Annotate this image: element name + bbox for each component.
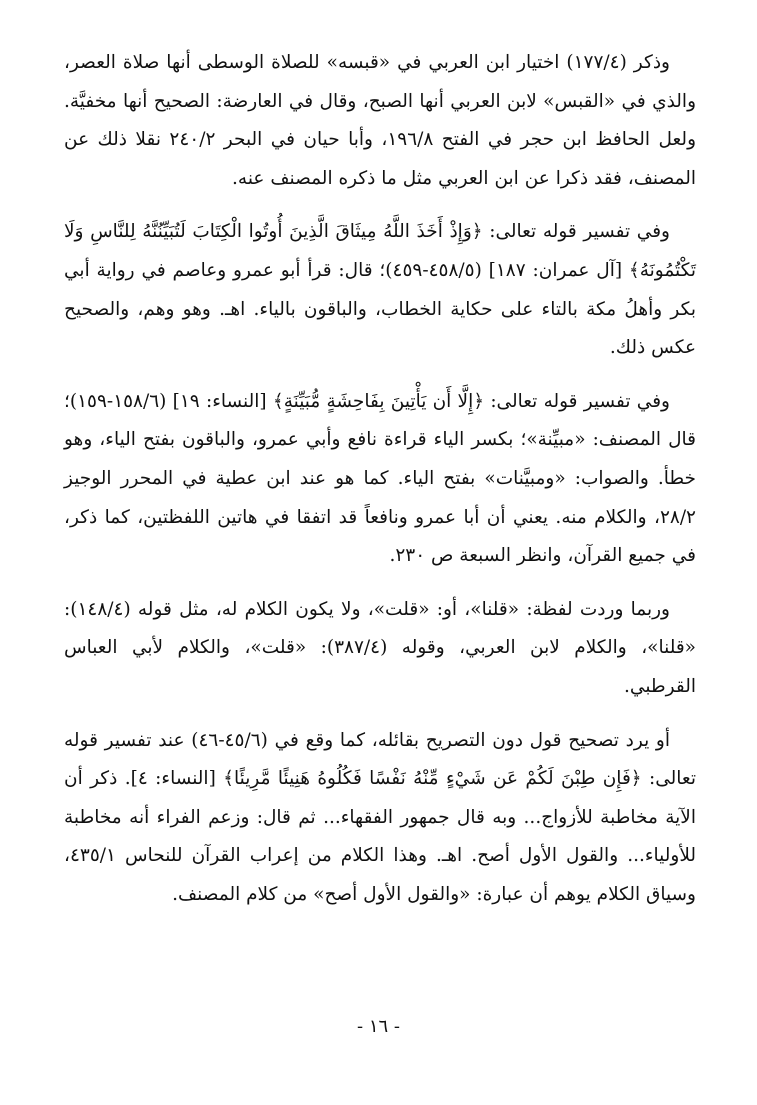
page-body — [64, 44, 696, 914]
paragraph-5: أو يرد تصحيح قول دون التصريح بقائله، كما وقع في (٤٥/٦-٤٦) عند تفسير قوله تعالى: ﴿فَإِن طِبْنَ لَكُمْ عَن شَيْءٍ مِّنْهُ نَفْسًا فَكُلُوهُ هَنِيئًا مَّرِيئًا﴾ [النساء: ٤]. ذكر أن الآية مخاطبة للأزواج... وبه قال جمهور الفقهاء... ثم قال: وزعم الفراء أنه مخاطبة للأولياء... والقول الأول أصح. اهـ. وهذا الكلام من إعراب القرآن للنحاس ٤٣٥/١، وسياق الكلام يوهم أن عبارة: «والقول الأول أصح» من كلام المصنف. — [64, 729, 696, 905]
paragraph-3: وفي تفسير قوله تعالى: ﴿إِلَّا أَن يَأْتِينَ بِفَاحِشَةٍ مُّبَيِّنَةٍ﴾ [النساء: ١٩] (١٥٨/٦-١٥٩)؛ قال المصنف: «مبيِّنة»؛ بكسر الياء قراءة نافع وأبي عمرو، والباقون بفتح الياء، وهو خطأ. والصواب: «ومبيَّنات» بفتح الياء. كما هو عند ابن عطية في المحرر الوجيز ٢٨/٢، والكلام منه. يعني أن أبا عمرو ونافعاً قد اتفقا في هاتين اللفظتين، كما ذكر، في جميع القرآن، وانظر السبعة ص ٢٣٠. — [64, 390, 696, 567]
paragraph-4: وربما وردت لفظة: «قلنا»، أو: «قلت»، ولا يكون الكلام له، مثل قوله (١٤٨/٤): «قلنا»، والكلام لابن العربي، وقوله (٣٨٧/٤): «قلت»، والكلام لأبي العباس القرطبي. — [64, 598, 696, 697]
paragraph-1: وذكر (١٧٧/٤) اختيار ابن العربي في «قبسه» للصلاة الوسطى أنها صلاة العصر، والذي في «القبس» لابن العربي أنها الصبح، وقال في العارضة: الصحيح أنها مخفيَّة. ولعل الحافظ ابن حجر في الفتح ١٩٦/٨، وأبا حيان في البحر ٢٤٠/٢ نقلا ذلك عن المصنف، فقد ذكرا عن ابن العربي مثل ما ذكره المصنف عنه. — [64, 52, 696, 189]
page-number: - ١٦ - — [357, 1016, 400, 1037]
paragraph-2: وفي تفسير قوله تعالى: ﴿وَإِذْ أَخَذَ اللَّهُ مِيثَاقَ الَّذِينَ أُوتُوا الْكِتَابَ لَتُبَيِّنُنَّهُ لِلنَّاسِ وَلَا تَكْتُمُونَهُ﴾ [آل عمران: ١٨٧] (٤٥٨/٥-٤٥٩)؛ قال: قرأ أبو عمرو وعاصم في رواية أبي بكر وأهلُ مكة بالتاء على حكاية الخطاب، والباقون بالياء. اهـ. وهو وهم، والصحيح عكس ذلك. — [64, 221, 696, 359]
